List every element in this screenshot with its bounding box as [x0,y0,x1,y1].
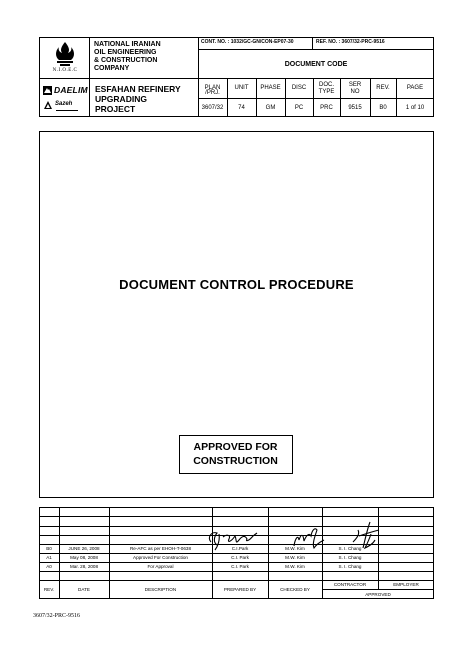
company-name-line: COMPANY [94,65,130,72]
revision-prepared-by: C.I. Park [231,555,249,560]
code-label-disc: DISC [291,85,307,92]
code-value-doctype: PRC [320,104,333,111]
revision-description: Re-AFC as per EHOH-T-0638 [129,546,191,551]
header-divider-contno [198,49,434,50]
revision-header-description: DESCRIPTION [144,587,177,592]
document-code-label: DOCUMENT CODE [284,61,348,68]
document-title: DOCUMENT CONTROL PROCEDURE [119,277,354,292]
code-value-phase: GM [265,104,276,111]
company-name-line: & CONSTRUCTION [94,57,158,64]
revision-header-approved: APPROVED [365,591,391,597]
signature-contractor [345,518,385,554]
revision-contractor: S. I. Chang [338,555,362,560]
revision-header-checked-by: CHECKED BY [280,587,310,592]
revision-header-prepared-by: PREPARED BY [223,587,257,592]
company-name-line: OIL ENGINEERING [94,49,157,56]
revision-date: Mar. 28, 2008 [69,564,99,569]
code-label-serno-line2: NO [350,89,360,95]
sazeh-farsi-mark [56,107,78,111]
code-label-plan-line2: /PRJ. [205,90,220,96]
code-label-serno-line1: SER [348,82,362,88]
stamp-line2: CONSTRUCTION [193,455,278,467]
daelim-emblem-icon [43,86,52,95]
revision-prepared-by: C.I. Park [231,564,249,569]
contract-number: CONT. NO. : 1032/GC-GN/CON-EP07-30 [201,39,294,45]
revision-prepared-by: C.I.Park [231,546,249,551]
revision-rev: B0 [46,546,52,551]
nioec-logo [49,41,81,75]
revision-date: JUNE 26, 2008 [68,546,100,551]
revision-header-date: DATE [78,587,90,592]
nioec-flame-icon [49,41,81,67]
header-divider-refno [312,37,313,49]
sazeh-logo-text: Sazeh [55,101,73,107]
company-name-line: NATIONAL IRANIAN [94,41,161,48]
code-value-page: 1 of 10 [405,104,425,111]
code-value-serno: 9515 [348,104,362,111]
revision-checked-by: M.W. Kim [285,555,305,560]
revision-description: Approved For Construction [133,555,188,560]
footer-document-code: 3607/32-PRC-9516 [33,613,81,619]
revision-description: For Approval [147,564,174,569]
revision-contractor: S. I. Chang [338,546,362,551]
code-value-unit: 74 [238,104,245,111]
project-name-line: UPGRADING [95,94,147,104]
revision-row-line [39,571,434,572]
daelim-logo-text: DAELIM [54,85,88,95]
sazeh-emblem-icon [43,100,53,110]
revision-checked-by: M.W. Kim [285,546,305,551]
revision-rev: A0 [46,564,52,569]
project-name-line: ESFAHAN REFINERY [95,84,181,94]
revision-contractor: S. I. Chang [338,564,362,569]
reference-number: REF. NO. : 3607/32-PRC-9516 [316,39,385,45]
signature-checked-by [290,524,330,554]
nioec-logo-text: N.I.O.E.C [52,68,78,73]
code-value-plan: 3607/32 [201,104,224,111]
signature-prepared-by [205,528,267,554]
revision-rev: A1 [46,555,52,560]
revision-date: May 08, 2008 [70,555,98,560]
code-value-disc: PC [294,104,304,111]
project-name-line: PROJECT [95,104,136,114]
code-label-page: PAGE [406,85,424,92]
revision-header-rev: REV. [43,587,55,592]
code-label-phase: PHASE [260,85,281,92]
header-divider-logo [89,37,90,117]
approval-stamp [179,435,293,474]
code-value-rev: B0 [379,104,387,111]
code-label-doctype-line2: TYPE [318,89,335,95]
code-label-unit: UNIT [234,85,249,92]
stamp-line1: APPROVED FOR [193,441,278,453]
revision-header-employer: EMPLOYER [393,582,419,587]
code-label-rev: REV. [376,85,390,92]
code-label-doctype-line1: DOC. [319,82,334,88]
revision-checked-by: M.W. Kim [285,564,305,569]
revision-header-contractor: CONTRACTOR [333,582,367,587]
revision-row-line [39,516,434,517]
code-label-line: PLAN [204,85,221,92]
